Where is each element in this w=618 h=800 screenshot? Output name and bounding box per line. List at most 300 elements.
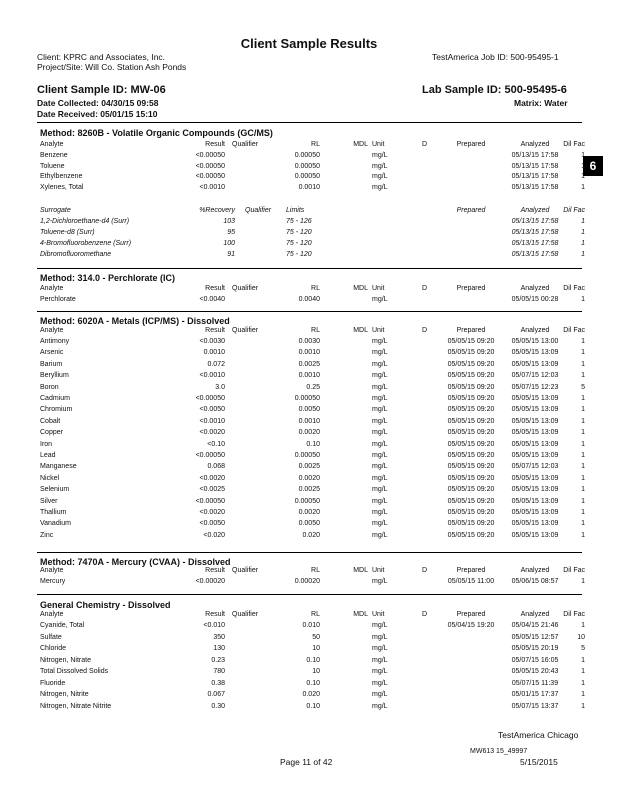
cell-prepared: 05/05/15 09:20 (447, 406, 495, 414)
col-qualifier: Qualifier (232, 567, 259, 574)
cell-prepared: 05/05/15 09:20 (447, 383, 495, 391)
cell-result: <0.10 (207, 440, 225, 448)
col-analyte: Analyte (40, 611, 64, 618)
cell-dil-fac: 1 (581, 531, 585, 539)
table-row (40, 578, 585, 588)
cell-analyte: Sulfate (40, 633, 62, 641)
cell-unit: mg/L (372, 452, 388, 459)
cell-unit: mg/L (372, 417, 388, 425)
col-qualifier: Qualifier (232, 611, 259, 618)
cell-result: <0.00050 (195, 173, 225, 180)
cell-result: <0.0050 (199, 406, 225, 414)
cell-analyzed: 05/05/15 00:28 (511, 296, 559, 303)
table-row (40, 395, 585, 405)
cell-prepared: 05/05/15 09:20 (447, 395, 495, 402)
cell-dil-fac: 1 (581, 406, 585, 414)
cell-result: 130 (213, 645, 225, 652)
lab-sample-id: Lab Sample ID: 500-95495-6 (422, 84, 567, 96)
cell-rl: 0.0010 (298, 183, 320, 191)
cell-prepared: 05/05/15 09:20 (447, 452, 495, 459)
table-row (40, 163, 585, 173)
surr-cell-dil: 1 (581, 229, 585, 236)
cell-analyte: Vanadium (40, 520, 72, 528)
surr-cell-limits: 75 - 126 (286, 218, 312, 225)
table-row (40, 703, 585, 713)
table-row (40, 475, 585, 485)
perchlorate-section-title: Method: 314.0 - Perchlorate (IC) (40, 273, 176, 283)
col-result: Result (205, 141, 225, 148)
cell-unit: mg/L (372, 497, 388, 505)
cell-analyzed: 05/05/15 13:09 (511, 440, 559, 448)
table-row (40, 338, 585, 348)
cell-analyte: Silver (40, 497, 58, 505)
col-dil-fac: Dil Fac (563, 285, 585, 292)
table-row (40, 622, 585, 632)
voc-column-header (40, 141, 585, 151)
cell-analyte: Nitrogen, Nitrate Nitrite (40, 702, 112, 710)
cell-rl: 0.0020 (298, 509, 320, 516)
perchlorate-column-header (40, 285, 585, 295)
table-row (40, 498, 585, 508)
surr-cell-analyzed: 05/13/15 17:58 (511, 229, 559, 236)
cell-analyzed: 05/05/15 20:43 (511, 668, 559, 675)
col-prepared: Prepared (456, 611, 486, 618)
cell-rl: 0.0020 (298, 429, 320, 437)
col-mdl: MDL (353, 141, 368, 148)
surr-cell-recovery: 95 (227, 229, 235, 236)
cell-dil-fac: 1 (581, 497, 585, 505)
cell-analyte: Iron (40, 440, 53, 448)
col-mdl: MDL (353, 611, 368, 618)
metals-column-header (40, 327, 585, 337)
metals-section-title: Method: 6020A - Metals (ICP/MS) - Dissolved (40, 316, 230, 326)
client-name: Client: KPRC and Associates, Inc. (37, 52, 166, 62)
cell-unit: mg/L (372, 622, 388, 629)
cell-dil-fac: 5 (581, 383, 585, 391)
col-dil-fac: Dil Fac (563, 327, 585, 334)
cell-result: 0.067 (207, 691, 225, 698)
surrogate-column-header (40, 207, 585, 217)
cell-analyte: Cadmium (40, 395, 70, 402)
col-rl: RL (311, 611, 320, 618)
cell-prepared: 05/05/15 09:20 (447, 531, 495, 539)
surr-col-prepared: Prepared (456, 207, 486, 214)
cell-analyzed: 05/07/15 12:03 (511, 372, 559, 380)
cell-dil-fac: 1 (581, 679, 585, 687)
section-tab: 6 (583, 156, 603, 176)
cell-dil-fac: 1 (581, 463, 585, 471)
table-row (40, 532, 585, 542)
cell-analyzed: 05/07/15 12:23 (511, 383, 559, 391)
cell-unit: mg/L (372, 702, 388, 710)
cell-analyzed: 05/05/15 13:09 (511, 531, 559, 539)
cell-prepared: 05/05/15 09:20 (447, 497, 495, 505)
cell-dil-fac: 1 (581, 162, 585, 170)
cell-rl: 0.00050 (294, 162, 320, 170)
table-row (40, 406, 585, 416)
cell-rl: 0.00050 (294, 452, 320, 459)
cell-rl: 0.020 (302, 691, 320, 698)
general-column-header (40, 611, 585, 621)
cell-result: 0.23 (211, 656, 225, 664)
cell-dil-fac: 5 (581, 645, 585, 652)
project-site: Project/Site: Will Co. Station Ash Ponds (37, 62, 187, 72)
cell-analyte: Benzene (40, 152, 68, 159)
cell-prepared: 05/05/15 09:20 (447, 349, 495, 357)
cell-analyzed: 05/05/15 13:09 (511, 452, 559, 459)
cell-unit: mg/L (372, 474, 388, 482)
surr-col-surrogate: Surrogate (40, 207, 71, 214)
cell-rl: 0.00050 (294, 497, 320, 505)
col-result: Result (205, 327, 225, 334)
cell-analyte: Fluoride (40, 679, 66, 687)
col-dil-fac: Dil Fac (563, 141, 585, 148)
col-qualifier: Qualifier (232, 327, 259, 334)
table-row (40, 152, 585, 162)
surr-cell-analyzed: 05/13/15 17:58 (511, 240, 559, 247)
cell-result: <0.00050 (195, 452, 225, 459)
section-divider (37, 268, 582, 269)
cell-unit: mg/L (372, 578, 388, 585)
col-prepared: Prepared (456, 327, 486, 334)
cell-rl: 0.0050 (298, 520, 320, 528)
cell-rl: 0.0020 (298, 474, 320, 482)
cell-unit: mg/L (372, 372, 388, 380)
cell-rl: 0.020 (302, 531, 320, 539)
date-received: Date Received: 05/01/15 15:10 (37, 109, 158, 119)
cell-result: <0.0030 (199, 338, 225, 345)
cell-analyzed: 05/13/15 17:58 (511, 152, 559, 159)
cell-analyzed: 05/05/15 13:09 (511, 349, 559, 357)
cell-result: 780 (213, 668, 225, 675)
cell-unit: mg/L (372, 152, 388, 159)
cell-analyte: Beryllium (40, 372, 69, 380)
table-row (40, 349, 585, 359)
cell-analyte: Chromium (40, 406, 73, 414)
col-prepared: Prepared (456, 141, 486, 148)
cell-result: <0.0020 (199, 429, 225, 437)
cell-unit: mg/L (372, 406, 388, 414)
cell-analyte: Nitrogen, Nitrate (40, 656, 91, 664)
col-mdl: MDL (353, 567, 368, 574)
cell-result: <0.00050 (195, 497, 225, 505)
cell-rl: 0.10 (306, 702, 320, 710)
general-section-title: General Chemistry - Dissolved (40, 600, 171, 610)
cell-unit: mg/L (372, 691, 388, 698)
cell-analyte: Cyanide, Total (40, 622, 85, 629)
cell-dil-fac: 1 (581, 183, 585, 191)
cell-dil-fac: 1 (581, 417, 585, 425)
col-analyzed: Analyzed (520, 567, 550, 574)
table-row (40, 680, 585, 690)
cell-dil-fac: 1 (581, 691, 585, 698)
cell-dil-fac: 1 (581, 395, 585, 402)
surr-cell-name: Toluene-d8 (Surr) (40, 229, 95, 236)
cell-dil-fac: 1 (581, 578, 585, 585)
cell-result: <0.00050 (195, 152, 225, 159)
cell-analyte: Chloride (40, 645, 67, 652)
footer-date: 5/15/2015 (520, 757, 558, 767)
cell-rl: 10 (312, 668, 320, 675)
table-row (40, 296, 585, 306)
cell-analyte: Boron (40, 383, 59, 391)
cell-result: 0.0010 (203, 349, 225, 357)
cell-unit: mg/L (372, 162, 388, 170)
table-row (40, 384, 585, 394)
footer-code: MW613 15_49997 (470, 748, 528, 755)
footer-page: Page 11 of 42 (280, 757, 333, 767)
cell-analyte: Ethylbenzene (40, 173, 83, 180)
surr-col-analyzed: Analyzed (520, 207, 550, 214)
cell-rl: 50 (312, 633, 320, 641)
cell-unit: mg/L (372, 183, 388, 191)
cell-analyte: Toluene (40, 162, 65, 170)
table-row (40, 418, 585, 428)
surr-cell-recovery: 100 (223, 240, 235, 247)
cell-unit: mg/L (372, 509, 388, 516)
surr-cell-dil: 1 (581, 218, 585, 225)
cell-dil-fac: 1 (581, 520, 585, 528)
surr-cell-name: 1,2-Dichloroethane-d4 (Surr) (40, 218, 130, 225)
cell-analyte: Mercury (40, 578, 66, 585)
mercury-section-title: Method: 7470A - Mercury (CVAA) - Dissolved (40, 557, 231, 567)
cell-unit: mg/L (372, 679, 388, 687)
surr-cell-dil: 1 (581, 251, 585, 258)
cell-unit: mg/L (372, 633, 388, 641)
section-divider (37, 594, 582, 595)
cell-rl: 10 (312, 645, 320, 652)
col-result: Result (205, 567, 225, 574)
cell-result: <0.00050 (195, 395, 225, 402)
cell-rl: 0.00050 (294, 152, 320, 159)
col-rl: RL (311, 285, 320, 292)
cell-analyte: Arsenic (40, 349, 64, 357)
surr-cell-limits: 75 - 120 (286, 229, 312, 236)
col-d: D (422, 567, 428, 574)
cell-rl: 0.0025 (298, 360, 320, 368)
cell-unit: mg/L (372, 360, 388, 368)
cell-dil-fac: 10 (577, 633, 585, 641)
cell-unit: mg/L (372, 429, 388, 437)
cell-unit: mg/L (372, 383, 388, 391)
col-rl: RL (311, 141, 320, 148)
cell-prepared: 05/05/15 09:20 (447, 486, 495, 494)
cell-prepared: 05/05/15 09:20 (447, 417, 495, 425)
cell-prepared: 05/05/15 09:20 (447, 440, 495, 448)
table-row (40, 520, 585, 530)
col-unit: Unit (372, 141, 385, 148)
cell-unit: mg/L (372, 440, 388, 448)
surr-cell-analyzed: 05/13/15 17:58 (511, 218, 559, 225)
cell-dil-fac: 1 (581, 360, 585, 368)
table-row (40, 634, 585, 644)
cell-result: <0.0010 (199, 183, 225, 191)
col-unit: Unit (372, 567, 385, 574)
cell-result: 350 (213, 633, 225, 641)
cell-result: 0.072 (207, 360, 225, 368)
col-analyte: Analyte (40, 141, 64, 148)
cell-analyte: Xylenes, Total (40, 183, 84, 191)
cell-analyte: Cobalt (40, 417, 61, 425)
col-d: D (422, 611, 428, 618)
cell-rl: 0.10 (306, 679, 320, 687)
cell-rl: 0.0010 (298, 349, 320, 357)
surrogate-row (40, 229, 585, 239)
cell-result: <0.020 (203, 531, 225, 539)
cell-analyte: Antimony (40, 338, 70, 345)
cell-unit: mg/L (372, 338, 388, 345)
cell-analyzed: 05/13/15 17:58 (511, 183, 559, 191)
col-unit: Unit (372, 327, 385, 334)
cell-rl: 0.00050 (294, 173, 320, 180)
table-row (40, 486, 585, 496)
job-id: TestAmerica Job ID: 500-95495-1 (432, 52, 559, 62)
cell-analyzed: 05/13/15 17:58 (511, 162, 559, 170)
cell-rl: 0.00050 (294, 395, 320, 402)
cell-result: <0.0040 (199, 296, 225, 303)
cell-unit: mg/L (372, 486, 388, 494)
table-row (40, 668, 585, 678)
cell-rl: 0.0025 (298, 486, 320, 494)
surrogate-row (40, 240, 585, 250)
cell-prepared: 05/05/15 09:20 (447, 463, 495, 471)
table-row (40, 372, 585, 382)
surr-cell-dil: 1 (581, 240, 585, 247)
col-analyte: Analyte (40, 327, 64, 334)
cell-analyte: Nickel (40, 474, 60, 482)
footer-lab: TestAmerica Chicago (498, 730, 579, 740)
cell-analyzed: 05/05/15 13:09 (511, 520, 559, 528)
col-analyte: Analyte (40, 567, 64, 574)
surr-cell-recovery: 91 (227, 251, 235, 258)
cell-result: <0.0020 (199, 509, 225, 516)
cell-rl: 0.10 (306, 440, 320, 448)
cell-dil-fac: 1 (581, 486, 585, 494)
cell-analyzed: 05/07/15 12:03 (511, 463, 559, 471)
cell-analyte: Thallium (40, 509, 67, 516)
cell-result: 0.068 (207, 463, 225, 471)
section-divider (37, 552, 582, 553)
cell-rl: 0.0010 (298, 372, 320, 380)
surr-col-qualifier: Qualifier (245, 207, 272, 214)
surr-cell-analyzed: 05/13/15 17:58 (511, 251, 559, 258)
cell-unit: mg/L (372, 349, 388, 357)
cell-prepared: 05/05/15 11:00 (447, 578, 495, 585)
col-prepared: Prepared (456, 285, 486, 292)
surr-cell-name: 4-Bromofluorobenzene (Surr) (40, 240, 132, 247)
cell-dil-fac: 1 (581, 440, 585, 448)
surr-col-dil-fac: Dil Fac (563, 207, 585, 214)
cell-analyte: Barium (40, 360, 63, 368)
col-analyzed: Analyzed (520, 327, 550, 334)
cell-result: 0.38 (211, 679, 225, 687)
cell-analyte: Total Dissolved Solids (40, 668, 109, 675)
table-row (40, 184, 585, 194)
surr-cell-recovery: 103 (223, 218, 235, 225)
cell-dil-fac: 1 (581, 372, 585, 380)
col-analyzed: Analyzed (520, 141, 550, 148)
voc-section-title: Method: 8260B - Volatile Organic Compounds (GC/MS) (40, 128, 273, 138)
cell-analyte: Manganese (40, 463, 77, 471)
cell-analyte: Lead (40, 452, 56, 459)
cell-analyzed: 05/05/15 13:09 (511, 474, 559, 482)
surr-col-limits: Limits (286, 207, 305, 214)
cell-result: <0.00020 (195, 578, 225, 585)
cell-dil-fac: 1 (581, 349, 585, 357)
cell-unit: mg/L (372, 520, 388, 528)
cell-rl: 0.0030 (298, 338, 320, 345)
cell-analyzed: 05/05/15 13:09 (511, 406, 559, 414)
cell-unit: mg/L (372, 668, 388, 675)
col-prepared: Prepared (456, 567, 486, 574)
cell-dil-fac: 1 (581, 173, 585, 180)
table-row (40, 452, 585, 462)
cell-dil-fac: 1 (581, 702, 585, 710)
cell-dil-fac: 1 (581, 509, 585, 516)
col-dil-fac: Dil Fac (563, 567, 585, 574)
surrogate-row (40, 218, 585, 228)
cell-dil-fac: 1 (581, 622, 585, 629)
table-row (40, 441, 585, 451)
cell-dil-fac: 1 (581, 152, 585, 159)
cell-result: <0.0020 (199, 474, 225, 482)
cell-analyte: Copper (40, 429, 63, 437)
cell-analyte: Nitrogen, Nitrite (40, 691, 89, 698)
table-row (40, 645, 585, 655)
cell-analyzed: 05/07/15 13:37 (511, 702, 559, 710)
cell-rl: 0.0010 (298, 417, 320, 425)
col-analyzed: Analyzed (520, 611, 550, 618)
cell-unit: mg/L (372, 173, 388, 180)
cell-analyzed: 05/05/15 13:09 (511, 417, 559, 425)
col-unit: Unit (372, 285, 385, 292)
header-divider (37, 122, 582, 123)
cell-prepared: 05/05/15 09:20 (447, 520, 495, 528)
cell-analyzed: 05/05/15 20:19 (511, 645, 559, 652)
cell-analyte: Perchlorate (40, 296, 76, 303)
cell-dil-fac: 1 (581, 338, 585, 345)
surr-cell-limits: 75 - 120 (286, 240, 312, 247)
cell-result: <0.00050 (195, 162, 225, 170)
col-result: Result (205, 285, 225, 292)
cell-prepared: 05/05/15 09:20 (447, 372, 495, 380)
cell-analyte: Zinc (40, 531, 54, 539)
cell-unit: mg/L (372, 645, 388, 652)
cell-analyzed: 05/05/15 13:09 (511, 497, 559, 505)
surr-cell-limits: 75 - 120 (286, 251, 312, 258)
cell-analyte: Selenium (40, 486, 70, 494)
col-rl: RL (311, 327, 320, 334)
cell-unit: mg/L (372, 531, 388, 539)
cell-result: <0.0025 (199, 486, 225, 494)
col-rl: RL (311, 567, 320, 574)
col-unit: Unit (372, 611, 385, 618)
mercury-column-header (40, 567, 585, 577)
col-analyte: Analyte (40, 285, 64, 292)
cell-result: <0.0010 (199, 372, 225, 380)
cell-result: <0.0010 (199, 417, 225, 425)
cell-prepared: 05/05/15 09:20 (447, 509, 495, 516)
col-d: D (422, 327, 428, 334)
cell-rl: 0.010 (302, 622, 320, 629)
table-row (40, 361, 585, 371)
table-row (40, 429, 585, 439)
cell-analyzed: 05/05/15 13:00 (511, 338, 559, 345)
cell-unit: mg/L (372, 656, 388, 664)
cell-prepared: 05/05/15 09:20 (447, 338, 495, 345)
cell-dil-fac: 1 (581, 474, 585, 482)
col-d: D (422, 141, 428, 148)
